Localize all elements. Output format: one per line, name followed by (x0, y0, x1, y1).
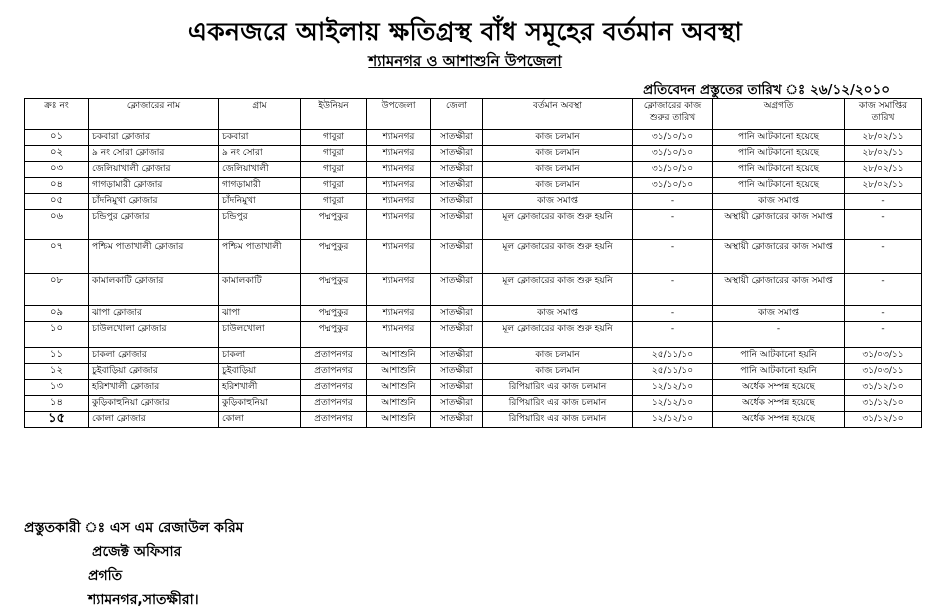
designation: প্রজেক্ট অফিসার (92, 544, 182, 560)
cell-current-status: কাজ চলমান (483, 162, 633, 178)
cell-district: সাতক্ষীরা (431, 348, 483, 364)
cell-start-date: ৩১/১০/১০ (633, 146, 713, 162)
cell-village: পশ্চিম পাতাখালী (219, 240, 301, 274)
cell-union: গাবুরা (301, 178, 367, 194)
header-village: গ্রাম (219, 99, 301, 130)
cell-district: সাতক্ষীরা (431, 162, 483, 178)
cell-village: চাঁদনিমুখা (219, 194, 301, 210)
header-progress: অগ্রগতি (713, 99, 845, 130)
cell-upazila: শ্যামনগর (367, 210, 431, 240)
cell-upazila: শ্যামনগর (367, 162, 431, 178)
cell-closure-name: কুড়িকাহুনিয়া ক্লোজার (89, 396, 219, 412)
cell-start-date: ১২/১২/১০ (633, 412, 713, 428)
cell-closure-name: চকবারা ক্লোজার (89, 130, 219, 146)
cell-current-status: কাজ চলমান (483, 348, 633, 364)
cell-serial: ০১ (25, 130, 89, 146)
cell-progress: পানি আটকানো হয়েছে (713, 130, 845, 146)
cell-completion-date: - (845, 322, 922, 348)
cell-upazila: আশাশুনি (367, 380, 431, 396)
cell-district: সাতক্ষীরা (431, 240, 483, 274)
cell-progress: অস্থায়ী ক্লোজারের কাজ সমাপ্ত (713, 274, 845, 306)
cell-village: কোলা (219, 412, 301, 428)
subtitle-text: শ্যামনগর ও আশাশুনি উপজেলা (368, 52, 562, 70)
cell-completion-date: - (845, 210, 922, 240)
cell-district: সাতক্ষীরা (431, 130, 483, 146)
table-row (25, 130, 922, 146)
cell-village: ঝাপা (219, 306, 301, 322)
cell-progress: পানি আটকানো হয়নি (713, 364, 845, 380)
header-start-date: ক্লোজারের কাজ শুরুর তারিখ (633, 99, 713, 130)
cell-serial: ০২ (25, 146, 89, 162)
cell-current-status: রিপিয়ারিং এর কাজ চলমান (483, 380, 633, 396)
cell-progress: কাজ সমাপ্ত (713, 306, 845, 322)
cell-progress: পানি আটকানো হয়নি (713, 348, 845, 364)
cell-start-date: - (633, 240, 713, 274)
cell-progress: অর্ধেক সম্পন্ন হয়েছে (713, 380, 845, 396)
cell-district: সাতক্ষীরা (431, 274, 483, 306)
cell-serial: ০৪ (25, 178, 89, 194)
cell-start-date: ১২/১২/১০ (633, 380, 713, 396)
cell-serial: ০৩ (25, 162, 89, 178)
table-row (25, 306, 922, 322)
prepared-by: প্রস্তুতকারী ঃ এস এম রেজাউল করিম (24, 520, 244, 536)
cell-village: জেলিয়াখালী (219, 162, 301, 178)
cell-start-date: - (633, 210, 713, 240)
cell-completion-date: ৩১/০৩/১১ (845, 348, 922, 364)
cell-union: প্রতাপনগর (301, 364, 367, 380)
cell-closure-name: কামালকাটি ক্লোজার (89, 274, 219, 306)
table-row (25, 396, 922, 412)
cell-completion-date: ২৮/০২/১১ (845, 146, 922, 162)
cell-start-date: ৩১/১০/১০ (633, 178, 713, 194)
cell-union: প্রতাপনগর (301, 380, 367, 396)
table-row (25, 322, 922, 348)
cell-upazila: শ্যামনগর (367, 306, 431, 322)
cell-serial: ০৮ (25, 274, 89, 306)
cell-union: পদ্মপুকুর (301, 274, 367, 306)
cell-upazila: আশাশুনি (367, 348, 431, 364)
cell-progress: অস্থায়ী ক্লোজারের কাজ সমাপ্ত (713, 210, 845, 240)
cell-current-status: কাজ চলমান (483, 130, 633, 146)
cell-upazila: শ্যামনগর (367, 130, 431, 146)
cell-current-status: কাজ চলমান (483, 146, 633, 162)
cell-serial: ১১ (25, 348, 89, 364)
cell-start-date: - (633, 194, 713, 210)
cell-district: সাতক্ষীরা (431, 146, 483, 162)
cell-village: চাউলখোলা (219, 322, 301, 348)
cell-union: গাবুরা (301, 146, 367, 162)
cell-union: গাবুরা (301, 130, 367, 146)
cell-progress: কাজ সমাপ্ত (713, 194, 845, 210)
table-row (25, 380, 922, 396)
cell-completion-date: ২৮/০২/১১ (845, 178, 922, 194)
cell-union: পদ্মপুকুর (301, 210, 367, 240)
cell-union: গাবুরা (301, 162, 367, 178)
cell-upazila: আশাশুনি (367, 364, 431, 380)
cell-current-status: কাজ চলমান (483, 364, 633, 380)
cell-progress: - (713, 322, 845, 348)
cell-completion-date: - (845, 240, 922, 274)
cell-district: সাতক্ষীরা (431, 194, 483, 210)
cell-current-status: মূল ক্লোজারের কাজ শুরু হয়নি (483, 322, 633, 348)
cell-current-status: কাজ চলমান (483, 178, 633, 194)
cell-start-date: - (633, 322, 713, 348)
cell-serial: ১৪ (25, 396, 89, 412)
header-current-status: বর্তমান অবস্থা (483, 99, 633, 130)
cell-start-date: ২৫/১১/১০ (633, 348, 713, 364)
location: শ্যামনগর,সাতক্ষীরা। (88, 592, 199, 608)
table-row (25, 194, 922, 210)
cell-closure-name: ৯ নং সোরা ক্লোজার (89, 146, 219, 162)
cell-completion-date: ৩১/১২/১০ (845, 412, 922, 428)
cell-upazila: আশাশুনি (367, 412, 431, 428)
cell-upazila: শ্যামনগর (367, 274, 431, 306)
cell-closure-name: কোলা ক্লোজার (89, 412, 219, 428)
cell-completion-date: ২৮/০২/১১ (845, 162, 922, 178)
cell-current-status: কাজ সমাপ্ত (483, 194, 633, 210)
cell-union: পদ্মপুকুর (301, 306, 367, 322)
table-row (25, 146, 922, 162)
cell-serial: ১০ (25, 322, 89, 348)
cell-completion-date: ২৮/০২/১১ (845, 130, 922, 146)
cell-serial: ০৯ (25, 306, 89, 322)
cell-district: সাতক্ষীরা (431, 322, 483, 348)
table-row (25, 412, 922, 428)
cell-district: সাতক্ষীরা (431, 178, 483, 194)
cell-upazila: শ্যামনগর (367, 146, 431, 162)
header-completion-date: কাজ সমাপ্তির তারিখ (845, 99, 922, 130)
cell-start-date: - (633, 306, 713, 322)
cell-village: গাগড়ামারী (219, 178, 301, 194)
cell-current-status: কাজ সমাপ্ত (483, 306, 633, 322)
cell-completion-date: - (845, 306, 922, 322)
cell-start-date: ৩১/১০/১০ (633, 162, 713, 178)
cell-serial: ১৩ (25, 380, 89, 396)
cell-current-status: রিপিয়ারিং এর কাজ চলমান (483, 412, 633, 428)
cell-union: গাবুরা (301, 194, 367, 210)
cell-current-status: মূল ক্লোজারের কাজ শুরু হয়নি (483, 210, 633, 240)
cell-union: প্রতাপনগর (301, 396, 367, 412)
cell-closure-name: চাঁদনিমুখা ক্লোজার (89, 194, 219, 210)
closure-status-table (24, 98, 922, 428)
cell-upazila: শ্যামনগর (367, 194, 431, 210)
cell-completion-date: ৩১/১২/১০ (845, 396, 922, 412)
cell-start-date: ৩১/১০/১০ (633, 130, 713, 146)
cell-current-status: মূল ক্লোজারের কাজ শুরু হয়নি (483, 274, 633, 306)
organization: প্রগতি (88, 568, 123, 584)
cell-completion-date: - (845, 274, 922, 306)
cell-village: চুইবাড়িয়া (219, 364, 301, 380)
cell-closure-name: চাউলখোলা ক্লোজার (89, 322, 219, 348)
cell-upazila: আশাশুনি (367, 396, 431, 412)
cell-village: চকবারা (219, 130, 301, 146)
cell-progress: অর্ধেক সম্পন্ন হয়েছে (713, 412, 845, 428)
table-row (25, 210, 922, 240)
document-subtitle (0, 50, 930, 75)
cell-district: সাতক্ষীরা (431, 364, 483, 380)
cell-completion-date: - (845, 194, 922, 210)
cell-progress: পানি আটকানো হয়েছে (713, 162, 845, 178)
document-title: একনজরে আইলায় ক্ষতিগ্রস্থ বাঁধ সমূহের বর্তমান অবস্থা (187, 17, 743, 46)
report-date: প্রতিবেদন প্রস্তুতের তারিখ ঃ ২৬/১২/২০১০ (643, 82, 890, 98)
cell-village: চাকলা (219, 348, 301, 364)
cell-serial: ০৬ (25, 210, 89, 240)
cell-closure-name: চাকলা ক্লোজার (89, 348, 219, 364)
cell-closure-name: পশ্চিম পাতাখালী ক্লোজার (89, 240, 219, 274)
cell-district: সাতক্ষীরা (431, 306, 483, 322)
cell-current-status: রিপিয়ারিং এর কাজ চলমান (483, 396, 633, 412)
cell-union: প্রতাপনগর (301, 348, 367, 364)
table-row (25, 274, 922, 306)
cell-progress: অস্থায়ী ক্লোজারের কাজ সমাপ্ত (713, 240, 845, 274)
header-union: ইউনিয়ন (301, 99, 367, 130)
cell-progress: পানি আটকানো হয়েছে (713, 178, 845, 194)
cell-village: হরিশখালী (219, 380, 301, 396)
header-upazila: উপজেলা (367, 99, 431, 130)
header-closure-name: ক্লোজারের নাম (89, 99, 219, 130)
cell-current-status: মূল ক্লোজারের কাজ শুরু হয়নি (483, 240, 633, 274)
cell-district: সাতক্ষীরা (431, 380, 483, 396)
cell-village: কামালকাটি (219, 274, 301, 306)
cell-start-date: - (633, 274, 713, 306)
cell-upazila: শ্যামনগর (367, 178, 431, 194)
table-row (25, 178, 922, 194)
cell-village: কুড়িকাহুনিয়া (219, 396, 301, 412)
cell-start-date: ২৫/১১/১০ (633, 364, 713, 380)
cell-serial: ০৫ (25, 194, 89, 210)
cell-district: সাতক্ষীরা (431, 396, 483, 412)
cell-closure-name: ঝাপা ক্লোজার (89, 306, 219, 322)
table-row (25, 364, 922, 380)
table-header-row (25, 99, 922, 130)
cell-closure-name: গাগড়ামারী ক্লোজার (89, 178, 219, 194)
cell-village: ৯ নং সোরা (219, 146, 301, 162)
cell-district: সাতক্ষীরা (431, 210, 483, 240)
cell-upazila: শ্যামনগর (367, 322, 431, 348)
cell-serial: ০৭ (25, 240, 89, 274)
header-district: জেলা (431, 99, 483, 130)
table-row (25, 348, 922, 364)
table-row (25, 162, 922, 178)
cell-progress: পানি আটকানো হয়েছে (713, 146, 845, 162)
cell-union: পদ্মপুকুর (301, 322, 367, 348)
cell-village: চন্ডিপুর (219, 210, 301, 240)
cell-district: সাতক্ষীরা (431, 412, 483, 428)
cell-closure-name: চন্ডিপুর ক্লোজার (89, 210, 219, 240)
cell-closure-name: জেলিয়াখালী ক্লোজার (89, 162, 219, 178)
cell-serial: ১৫ (25, 412, 89, 428)
table-row (25, 240, 922, 274)
header-serial: ক্রঃ নং (25, 99, 89, 130)
cell-completion-date: ৩১/১২/১০ (845, 380, 922, 396)
cell-progress: অর্ধেক সম্পন্ন হয়েছে (713, 396, 845, 412)
cell-closure-name: চুইবাড়িয়া ক্লোজার (89, 364, 219, 380)
cell-serial: ১২ (25, 364, 89, 380)
cell-upazila: শ্যামনগর (367, 240, 431, 274)
cell-start-date: ১২/১২/১০ (633, 396, 713, 412)
prepared-by-block (24, 516, 243, 612)
cell-union: পদ্মপুকুর (301, 240, 367, 274)
cell-completion-date: ৩১/০৩/১১ (845, 364, 922, 380)
cell-union: প্রতাপনগর (301, 412, 367, 428)
cell-closure-name: হরিশখালী ক্লোজার (89, 380, 219, 396)
